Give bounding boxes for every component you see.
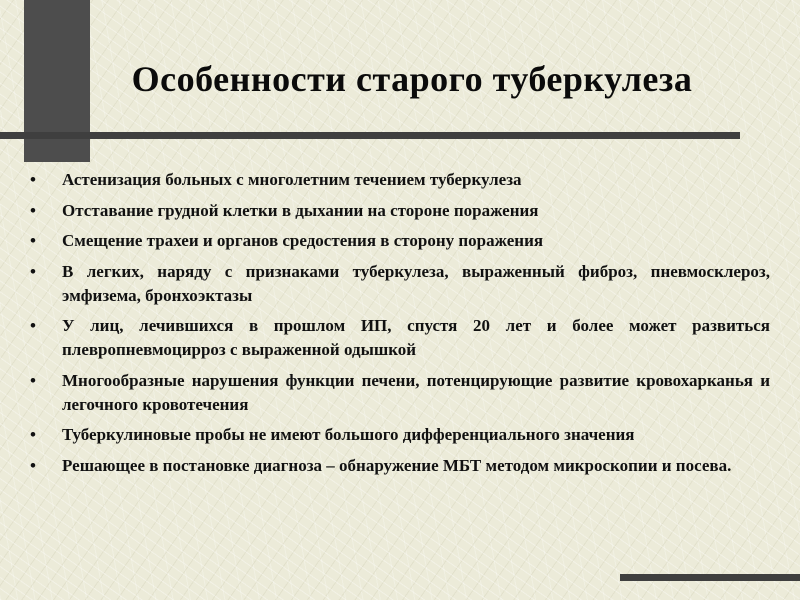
bullet-item: [30, 369, 770, 417]
bullet-item: [30, 454, 770, 478]
bullet-marker: •: [30, 170, 36, 189]
bullet-item: [30, 260, 770, 308]
bullet-marker: •: [30, 425, 36, 444]
title-divider: [0, 132, 740, 139]
bullet-list: [30, 168, 770, 484]
slide-title: Особенности старого туберкулеза: [131, 59, 693, 99]
bullet-marker: •: [30, 231, 36, 250]
bullet-marker: •: [30, 200, 36, 220]
bullet-item: [30, 199, 770, 223]
footer-divider: [620, 574, 800, 581]
bullet-text: Смещение трахеи и органов средостения в сторону поражения: [62, 231, 544, 250]
bullet-marker: •: [30, 455, 36, 475]
bullet-marker: •: [30, 316, 36, 335]
bullet-text: Отставание грудной клетки в дыхании на стороне поражения: [62, 200, 539, 220]
bullet-text: Туберкулиновые пробы не имеют большого дифференциального значения: [62, 425, 635, 444]
bullet-item: [30, 229, 770, 253]
bullet-text: Многообразные нарушения функции печени, потенцирующие развитие кровохарканья и легочного кровотечения: [62, 370, 770, 414]
bullet-text: В легких, наряду с признаками туберкулеза, выраженный фиброз, пневмосклероз, эмфизема, бронхоэктазы: [62, 261, 770, 305]
bullet-text: У лиц, лечившихся в прошлом ИП, спустя 20 лет и более может развиться плевропневмоцирроз с выраженной одышкой: [62, 316, 770, 359]
bullet-marker: •: [30, 261, 36, 281]
bullet-text: Астенизация больных с многолетним течением туберкулеза: [62, 170, 522, 189]
bullet-marker: •: [30, 370, 36, 390]
bullet-text: Решающее в постановке диагноза – обнаружение МБТ методом микроскопии и посева.: [62, 455, 732, 475]
bullet-item: [30, 168, 770, 192]
bullet-item: [30, 314, 770, 362]
bullet-item: [30, 423, 770, 447]
